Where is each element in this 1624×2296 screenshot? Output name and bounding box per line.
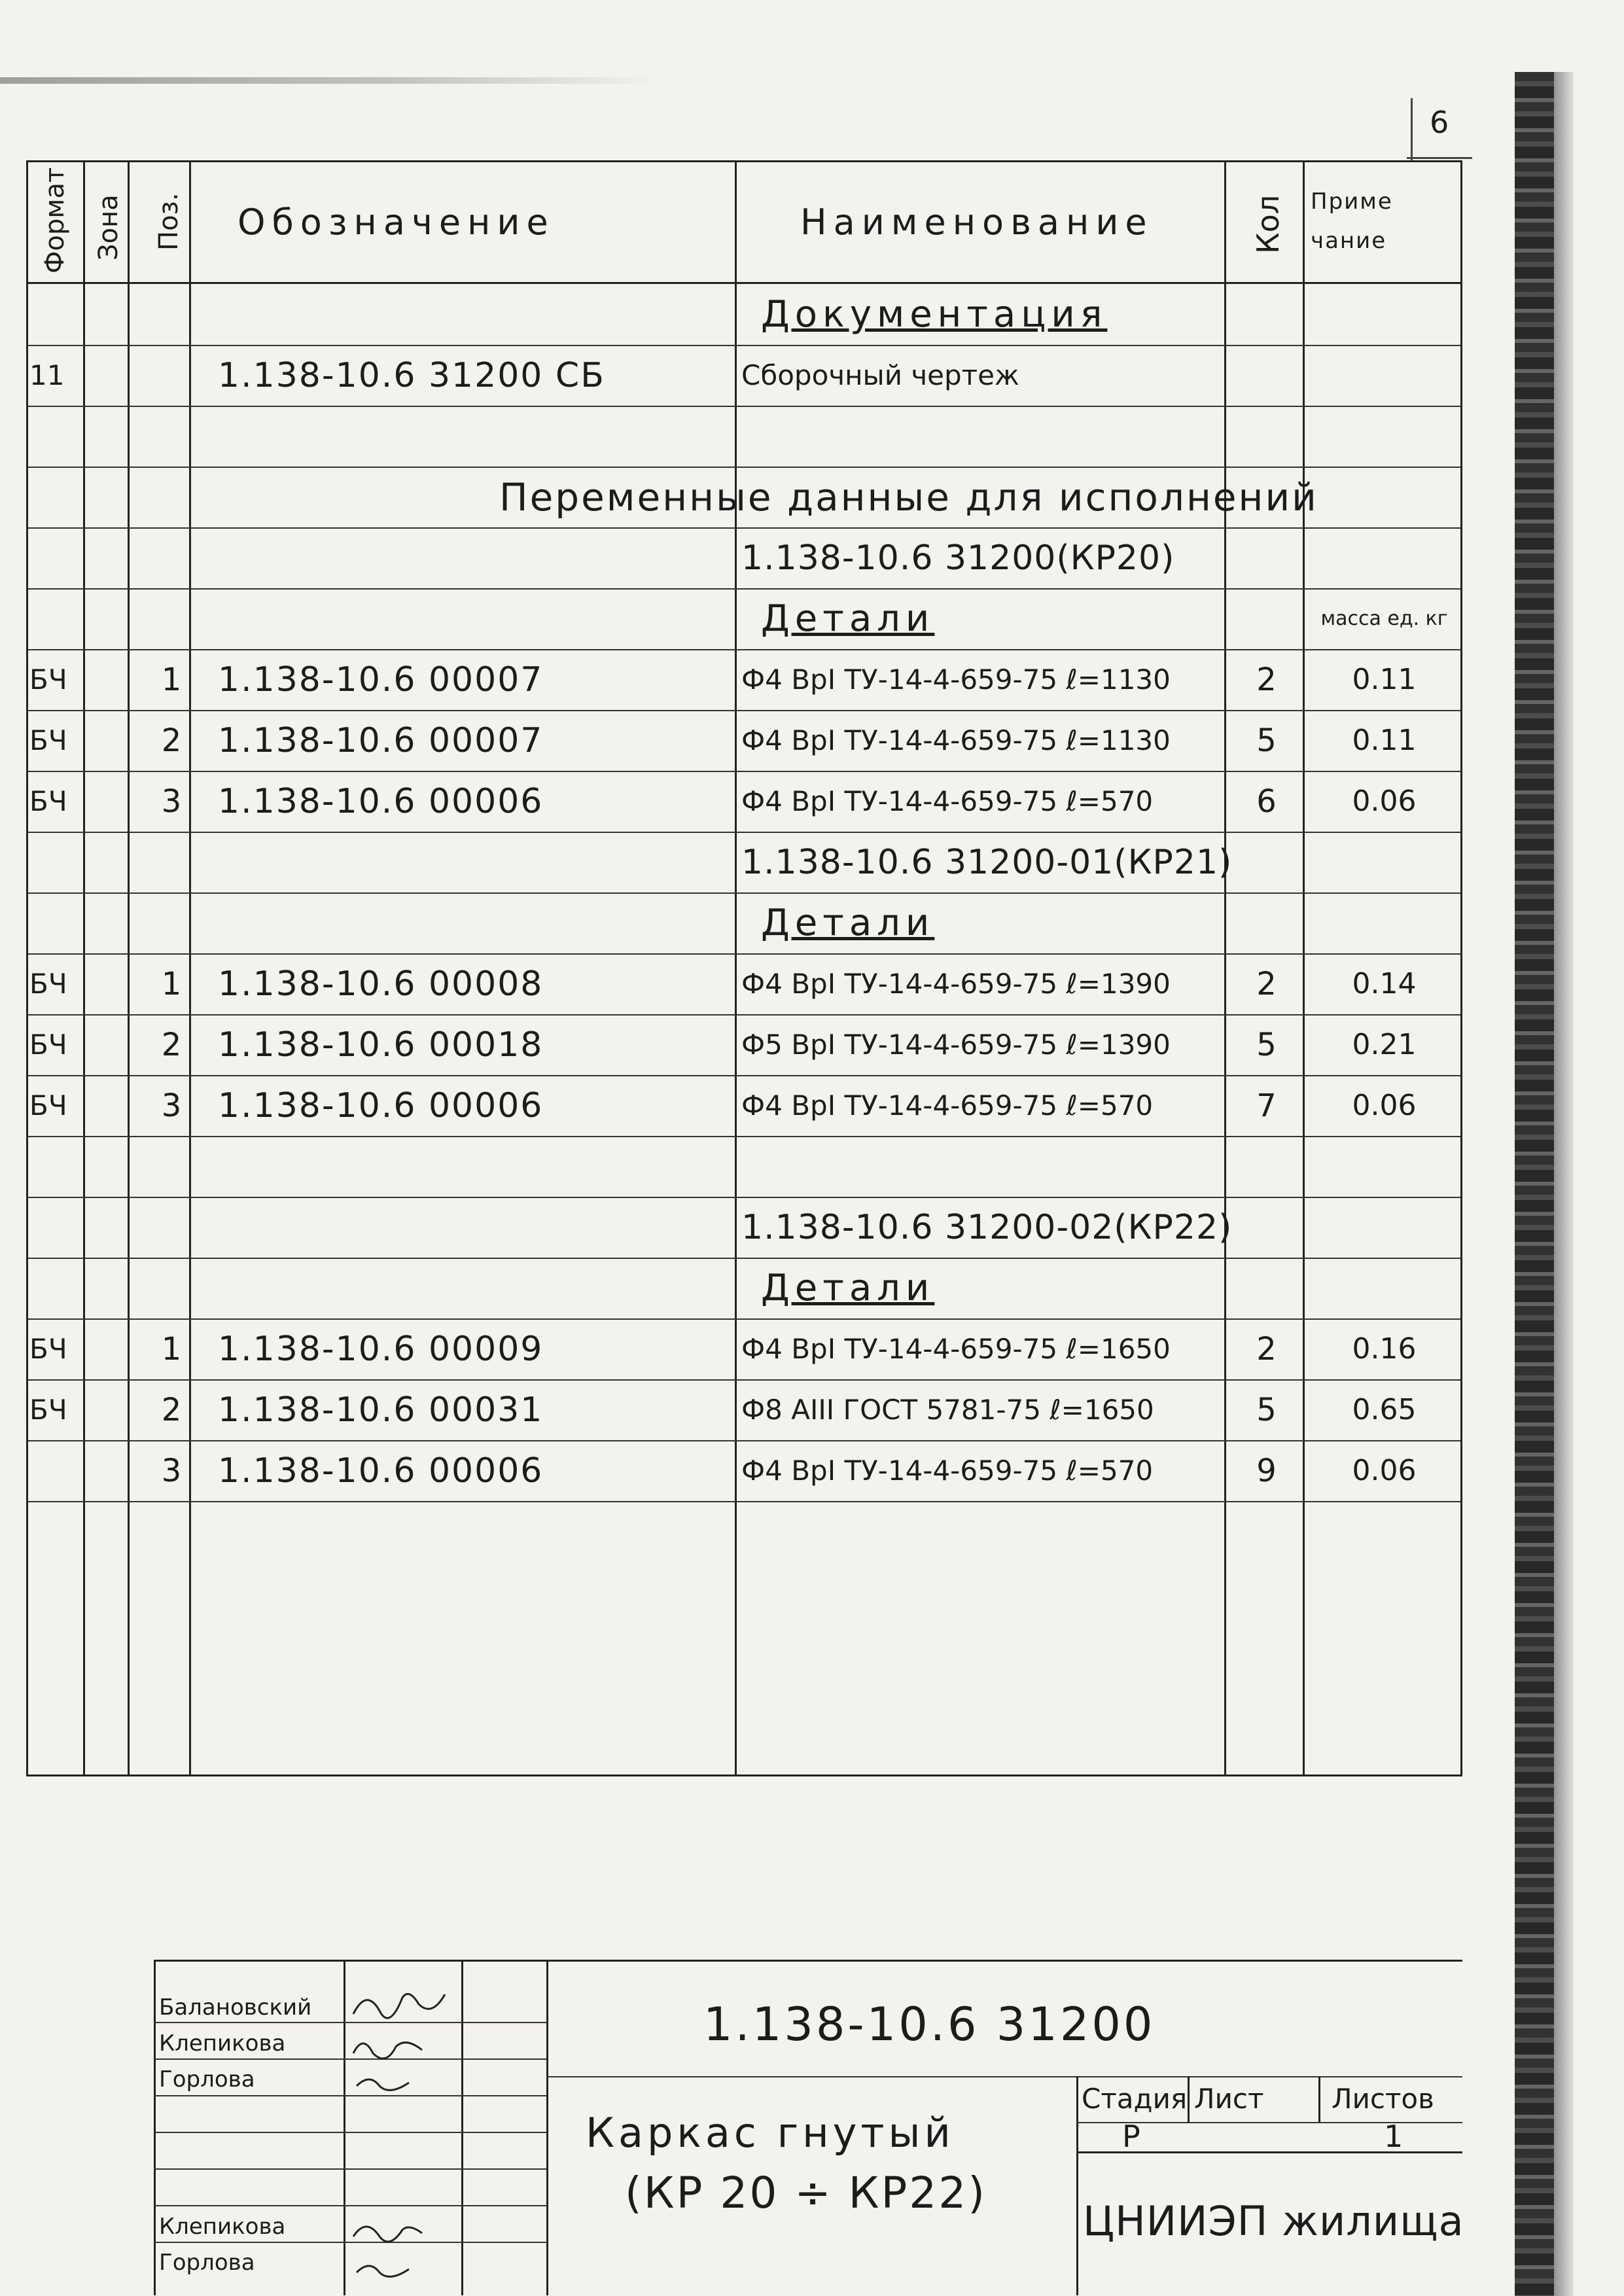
- cell-quantity: [1229, 588, 1304, 649]
- cell-designation: [218, 1197, 754, 1258]
- page-number: 6: [1430, 105, 1449, 140]
- cell-position: [133, 588, 210, 649]
- cell-format: [29, 1440, 82, 1501]
- cell-note: 0.11: [1352, 663, 1417, 696]
- table-row: [28, 1014, 1460, 1075]
- cell-note: 0.06: [1352, 785, 1417, 818]
- tb-divider-sheets: [1318, 2076, 1320, 2122]
- cell-name: 1.138-10.6 31200-02(КР22): [741, 1207, 1233, 1247]
- cell-name: Ф5 ВрI ТУ-14-4-659-75 ℓ=1390: [741, 1029, 1171, 1061]
- cell-name: Ф4 ВрI ТУ-14-4-659-75 ℓ=1130: [741, 724, 1171, 756]
- tb-divider-names: [344, 1962, 345, 2295]
- tb-divider-stage: [1076, 2076, 1078, 2295]
- cell-quantity: 2: [1256, 965, 1277, 1002]
- person-2: Клепикова: [159, 2030, 286, 2057]
- tb-divider-signatures: [461, 1962, 463, 2295]
- cell-quantity: 2: [1256, 1330, 1277, 1368]
- cell-format: БЧ: [29, 1333, 67, 1365]
- cell-name: Ф4 ВрI ТУ-14-4-659-75 ℓ=570: [741, 785, 1154, 817]
- page-number-underline: [1407, 157, 1472, 159]
- cell-designation: 1.138-10.6 00006: [218, 1451, 544, 1491]
- cell-format: [29, 527, 82, 588]
- cell-designation: [218, 527, 754, 588]
- cell-quantity: [1229, 406, 1304, 467]
- drawing-title-line-2: (КР 20 ÷ КР22): [625, 2168, 987, 2218]
- table-row: [28, 588, 1460, 649]
- cell-note: 0.06: [1352, 1089, 1417, 1122]
- cell-note: [1307, 345, 1461, 406]
- cell-quantity: [1229, 1136, 1304, 1197]
- cell-name: 1.138-10.6 31200(КР20): [741, 538, 1175, 578]
- cell-designation: [218, 1258, 754, 1318]
- cell-format: БЧ: [29, 1394, 67, 1426]
- cell-format: [29, 892, 82, 953]
- cell-quantity: [1229, 1258, 1304, 1318]
- cell-format: [29, 832, 82, 892]
- table-row: [28, 1075, 1460, 1136]
- header-pos: Поз.: [154, 192, 184, 251]
- cell-quantity: [1229, 1197, 1304, 1258]
- cell-format: [29, 588, 82, 649]
- cell-designation: 1.138-10.6 00018: [218, 1025, 544, 1065]
- cell-name: Ф4 ВрI ТУ-14-4-659-75 ℓ=570: [741, 1455, 1154, 1487]
- cell-name: 1.138-10.6 31200-01(КР21): [741, 842, 1233, 882]
- cell-designation: [218, 406, 754, 467]
- cell-designation: 1.138-10.6 00008: [218, 964, 544, 1004]
- cell-position: [133, 1258, 210, 1318]
- title-block: [154, 1960, 1462, 2295]
- cell-format: БЧ: [29, 1029, 67, 1061]
- header-name: Наименование: [800, 202, 1154, 243]
- tb-divider-date: [546, 1962, 548, 2295]
- cell-quantity: [1229, 892, 1304, 953]
- cell-position: [133, 1136, 210, 1197]
- person-1: Балановский: [159, 1994, 312, 2021]
- cell-note: масса ед. кг: [1320, 607, 1448, 630]
- specification-table: [26, 160, 1462, 1776]
- cell-position: 1: [161, 661, 182, 698]
- cell-name: Ф4 ВрI ТУ-14-4-659-75 ℓ=1390: [741, 968, 1171, 1000]
- cell-position: [133, 1197, 210, 1258]
- organization: ЦНИИЭП жилища: [1083, 2197, 1464, 2245]
- cell-format: БЧ: [29, 785, 67, 817]
- person-6: Клепикова: [159, 2214, 286, 2240]
- table-row: [28, 1379, 1460, 1440]
- cell-position: 3: [161, 783, 182, 820]
- cell-position: 1: [161, 1330, 182, 1368]
- cell-quantity: 5: [1256, 1026, 1277, 1063]
- cell-position: [133, 527, 210, 588]
- table-row: [28, 649, 1460, 710]
- cell-format: [29, 406, 82, 467]
- cell-format: БЧ: [29, 1089, 67, 1122]
- person-7: Горлова: [159, 2250, 255, 2276]
- header-note: Приме чание: [1311, 188, 1393, 254]
- cell-note: [1307, 1197, 1461, 1258]
- table-row: [28, 1318, 1460, 1379]
- drawing-title-line-1: Каркас гнутый: [586, 2109, 955, 2157]
- cell-note: [1307, 892, 1461, 953]
- cell-note: [1307, 406, 1461, 467]
- cell-name: Документация: [761, 293, 1108, 336]
- cell-name: Ф4 ВрI ТУ-14-4-659-75 ℓ=1650: [741, 1333, 1171, 1365]
- table-row: [28, 406, 1460, 467]
- row-separator: [28, 1501, 1460, 1502]
- cell-note: [1307, 1136, 1461, 1197]
- cell-note: 0.16: [1352, 1332, 1417, 1366]
- cell-designation: 1.138-10.6 00007: [218, 660, 544, 699]
- tb-divider-sheet: [1188, 2076, 1190, 2122]
- table-row: [28, 832, 1460, 892]
- signatures: [347, 1968, 458, 2282]
- cell-designation: 1.138-10.6 00006: [218, 1086, 544, 1125]
- cell-designation: [218, 892, 754, 953]
- cell-name: Ф4 ВрI ТУ-14-4-659-75 ℓ=570: [741, 1089, 1154, 1122]
- cell-designation: [218, 832, 754, 892]
- cell-format: БЧ: [29, 663, 67, 696]
- table-row: [28, 710, 1460, 771]
- cell-note: [1307, 527, 1461, 588]
- sheets-label: Листов: [1332, 2083, 1434, 2115]
- table-row: [28, 1258, 1460, 1318]
- cell-designation: 1.138-10.6 00031: [218, 1390, 544, 1430]
- cell-position: [133, 284, 210, 345]
- cell-note: [1307, 1258, 1461, 1318]
- cell-note: 0.14: [1352, 967, 1417, 1000]
- cell-position: 3: [161, 1087, 182, 1124]
- table-row: [28, 892, 1460, 953]
- sheets-value: 1: [1384, 2119, 1403, 2154]
- person-3: Горлова: [159, 2066, 255, 2093]
- cell-format: [29, 1197, 82, 1258]
- cell-quantity: 9: [1256, 1452, 1277, 1489]
- header-qty: Кол: [1250, 194, 1286, 254]
- cell-format: 11: [29, 359, 65, 391]
- document-number: 1.138-10.6 31200: [703, 1998, 1156, 2051]
- stage-label: Стадия: [1082, 2083, 1188, 2115]
- table-row: [28, 467, 1460, 527]
- table-row: [28, 284, 1460, 345]
- tb-left-edge: [154, 1962, 156, 2295]
- scan-edge-shadow: [1554, 72, 1574, 2296]
- cell-quantity: 2: [1256, 661, 1277, 698]
- header-designation: Обозначение: [238, 202, 555, 243]
- cell-format: БЧ: [29, 724, 67, 756]
- cell-name: Ф4 ВрI ТУ-14-4-659-75 ℓ=1130: [741, 663, 1171, 696]
- cell-format: БЧ: [29, 968, 67, 1000]
- table-row: [28, 1136, 1460, 1197]
- cell-quantity: [1229, 527, 1304, 588]
- cell-designation: [218, 1136, 754, 1197]
- tb-divider-number: [546, 2076, 1462, 2077]
- header-zone: Зона: [94, 194, 124, 260]
- variable-data-heading: Переменные данные для исполнений: [499, 474, 1318, 520]
- cell-position: [133, 832, 210, 892]
- cell-position: 2: [161, 1391, 182, 1428]
- table-row: [28, 953, 1460, 1014]
- cell-name: Детали: [761, 597, 935, 640]
- cell-format: [29, 1258, 82, 1318]
- cell-position: 2: [161, 1026, 182, 1063]
- cell-name: [741, 1136, 1265, 1197]
- cell-position: [133, 892, 210, 953]
- cell-name: Ф8 АIII ГОСТ 5781-75 ℓ=1650: [741, 1394, 1154, 1426]
- cell-name: Детали: [761, 1267, 935, 1309]
- cell-note: 0.21: [1352, 1028, 1417, 1061]
- cell-designation: 1.138-10.6 00007: [218, 720, 544, 760]
- cell-position: [133, 406, 210, 467]
- cell-note: 0.65: [1352, 1393, 1417, 1426]
- table-row: [28, 1440, 1460, 1501]
- cell-quantity: [1229, 832, 1304, 892]
- cell-designation: 1.138-10.6 00009: [218, 1329, 544, 1369]
- table-row: [28, 771, 1460, 832]
- cell-quantity: [1229, 345, 1304, 406]
- scan-edge-line: [0, 77, 661, 84]
- cell-designation: 1.138-10.6 31200 СБ: [218, 355, 605, 395]
- cell-name: [741, 406, 1265, 467]
- cell-note: [1307, 832, 1461, 892]
- page-number-bracket: [1407, 98, 1413, 160]
- cell-note: 0.11: [1352, 724, 1417, 757]
- cell-name: Сборочный чертеж: [741, 359, 1019, 391]
- cell-designation: [218, 284, 754, 345]
- sheet-label: Лист: [1194, 2083, 1264, 2115]
- cell-quantity: 7: [1256, 1087, 1277, 1124]
- cell-quantity: 5: [1256, 1391, 1277, 1428]
- cell-designation: 1.138-10.6 00006: [218, 781, 544, 821]
- cell-designation: [218, 588, 754, 649]
- cell-quantity: 6: [1256, 783, 1277, 820]
- table-row: [28, 345, 1460, 406]
- cell-position: [133, 345, 210, 406]
- cell-note: [1307, 284, 1461, 345]
- cell-note: 0.06: [1352, 1454, 1417, 1487]
- cell-position: 1: [161, 965, 182, 1002]
- cell-position: 3: [161, 1452, 182, 1489]
- table-row: [28, 527, 1460, 588]
- cell-name: Детали: [761, 902, 935, 944]
- cell-format: [29, 284, 82, 345]
- header-format: Формат: [40, 167, 70, 274]
- cell-format: [29, 1136, 82, 1197]
- scan-dark-edge: [1515, 72, 1554, 2296]
- stage-value: Р: [1122, 2119, 1140, 2154]
- cell-quantity: [1229, 284, 1304, 345]
- table-row: [28, 1197, 1460, 1258]
- cell-position: 2: [161, 722, 182, 759]
- cell-quantity: 5: [1256, 722, 1277, 759]
